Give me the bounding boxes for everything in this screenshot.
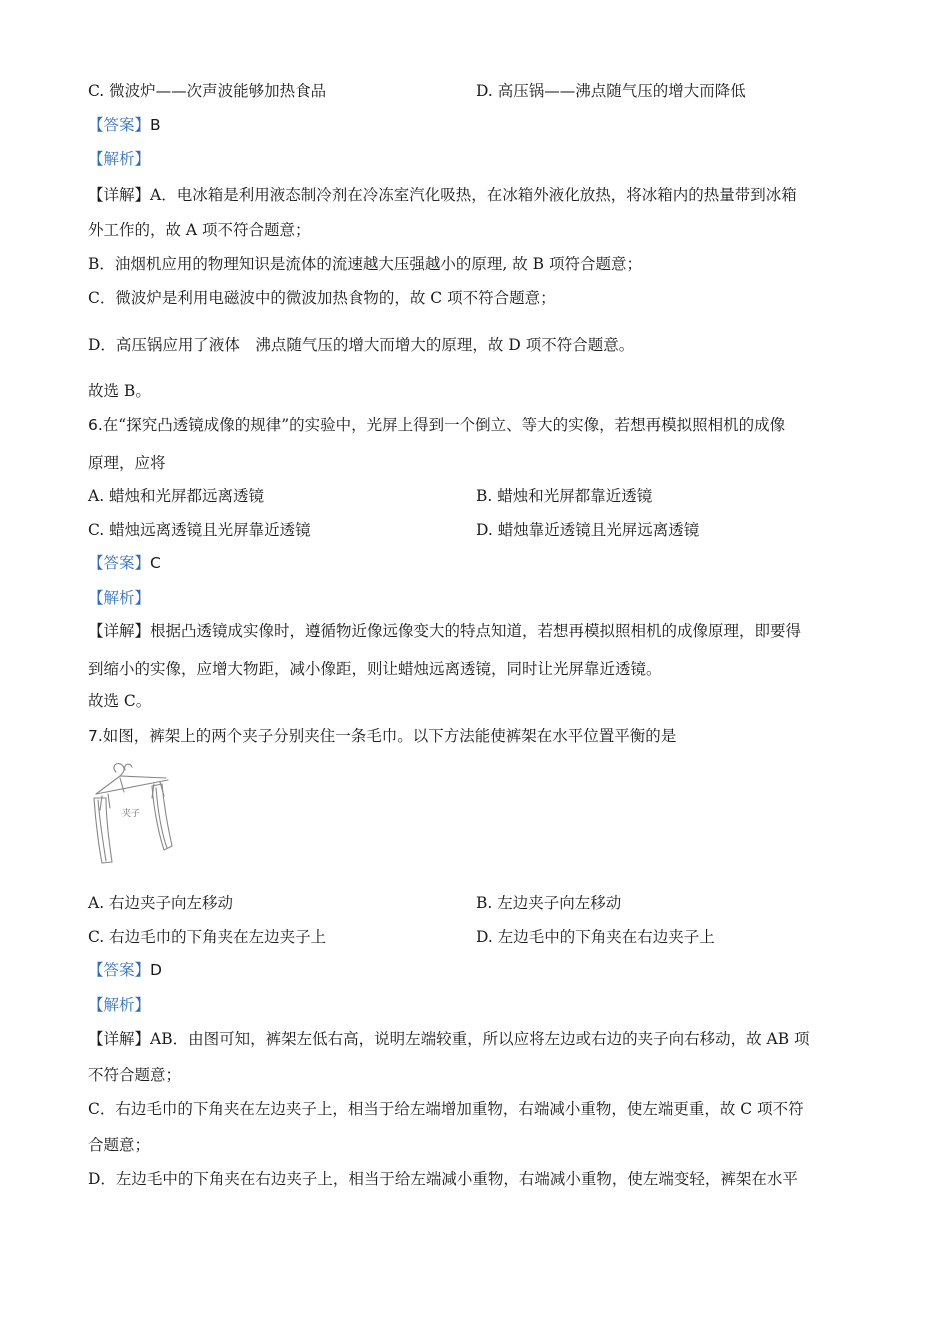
answer-value: D bbox=[150, 961, 162, 979]
q6-answer bbox=[88, 553, 161, 573]
detail-tag: 【详解】 bbox=[88, 1030, 151, 1048]
q7-stem bbox=[88, 726, 676, 746]
q6-option-a: A. 蜡烛和光屏都远离透镜 bbox=[88, 487, 265, 505]
q5-detail-a-line1 bbox=[88, 185, 797, 205]
q7-detail-ab-line2: 不符合题意； bbox=[88, 1066, 182, 1084]
question-number: 7. bbox=[88, 727, 103, 745]
question-number: 6. bbox=[88, 416, 103, 434]
q7-detail-c-line1: C．右边毛巾的下角夹在左边夹子上，相当于给左端增加重物，右端减小重物，使左端更重，故 C 项不符 bbox=[88, 1100, 804, 1118]
pants-hanger-figure bbox=[92, 758, 174, 866]
q5-analysis-tag: 【解析】 bbox=[88, 150, 151, 168]
q7-detail-d-line1: D．左边毛中的下角夹在右边夹子上，相当于给左端减小重物，右端减小重物，使左端变轻，裤架在水平 bbox=[88, 1170, 798, 1188]
q7-option-b: B. 左边夹子向左移动 bbox=[476, 894, 622, 912]
q6-detail-line2: 到缩小的实像，应增大物距，减小像距，则让蜡烛远离透镜，同时让光屏靠近透镜。 bbox=[88, 660, 662, 678]
q5-option-c: C. 微波炉——次声波能够加热食品 bbox=[88, 82, 327, 100]
q7-option-a: A. 右边夹子向左移动 bbox=[88, 894, 234, 912]
detail-text: 根据凸透镜成实像时，遵循物近像远像变大的特点知道，若想再模拟照相机的成像原理，即要得 bbox=[150, 622, 802, 640]
q6-analysis-tag: 【解析】 bbox=[88, 589, 151, 607]
q6-detail-line1 bbox=[88, 621, 801, 641]
answer-tag: 【答案】 bbox=[88, 116, 151, 134]
q7-option-d: D. 左边毛中的下角夹在右边夹子上 bbox=[476, 928, 715, 946]
q6-conclusion: 故选 C。 bbox=[88, 692, 152, 710]
answer-tag: 【答案】 bbox=[88, 961, 151, 979]
detail-text: AB．由图可知，裤架左低右高，说明左端较重，所以应将左边或右边的夹子向右移动，故 AB 项 bbox=[150, 1030, 810, 1048]
figure-label: 夹子 bbox=[122, 809, 141, 819]
q7-answer bbox=[88, 960, 162, 980]
q7-option-c: C. 右边毛巾的下角夹在左边夹子上 bbox=[88, 928, 327, 946]
q7-analysis-tag: 【解析】 bbox=[88, 996, 151, 1014]
q6-option-d: D. 蜡烛靠近透镜且光屏远离透镜 bbox=[476, 521, 700, 539]
answer-tag: 【答案】 bbox=[88, 554, 151, 572]
q5-detail-c: C．微波炉是利用电磁波中的微波加热食物的，故 C 项不符合题意； bbox=[88, 289, 556, 307]
q5-detail-d: D．高压锅应用了液体 沸点随气压的增大而增大的原理，故 D 项不符合题意。 bbox=[88, 336, 635, 354]
q6-stem-line2: 原理，应将 bbox=[88, 454, 166, 472]
detail-text: A．电冰箱是利用液态制冷剂在冷冻室汽化吸热，在冰箱外液化放热，将冰箱内的热量带到冰箱 bbox=[150, 186, 797, 204]
q7-detail-ab-line1 bbox=[88, 1029, 810, 1049]
q6-option-c: C. 蜡烛远离透镜且光屏靠近透镜 bbox=[88, 521, 311, 539]
q5-option-d: D. 高压锅——沸点随气压的增大而降低 bbox=[476, 82, 746, 100]
q6-option-b: B. 蜡烛和光屏都靠近透镜 bbox=[476, 487, 653, 505]
q5-answer bbox=[88, 115, 161, 135]
q5-detail-b: B．油烟机应用的物理知识是流体的流速越大压强越小的原理, 故 B 项符合题意； bbox=[88, 255, 642, 273]
detail-tag: 【详解】 bbox=[88, 622, 151, 640]
question-text: 如图，裤架上的两个夹子分别夹住一条毛巾。以下方法能使裤架在水平位置平衡的是 bbox=[102, 727, 677, 745]
q7-detail-c-line2: 合题意； bbox=[88, 1136, 151, 1154]
question-text: 在“探究凸透镜成像的规律”的实验中，光屏上得到一个倒立、等大的实像，若想再模拟照相机的成像 bbox=[102, 416, 786, 434]
detail-tag: 【详解】 bbox=[88, 186, 151, 204]
q5-detail-a-line2: 外工作的，故 A 项不符合题意； bbox=[88, 221, 311, 239]
answer-value: B bbox=[150, 116, 161, 134]
answer-value: C bbox=[150, 554, 161, 572]
q6-stem-line1 bbox=[88, 415, 785, 435]
q5-conclusion: 故选 B。 bbox=[88, 382, 151, 400]
